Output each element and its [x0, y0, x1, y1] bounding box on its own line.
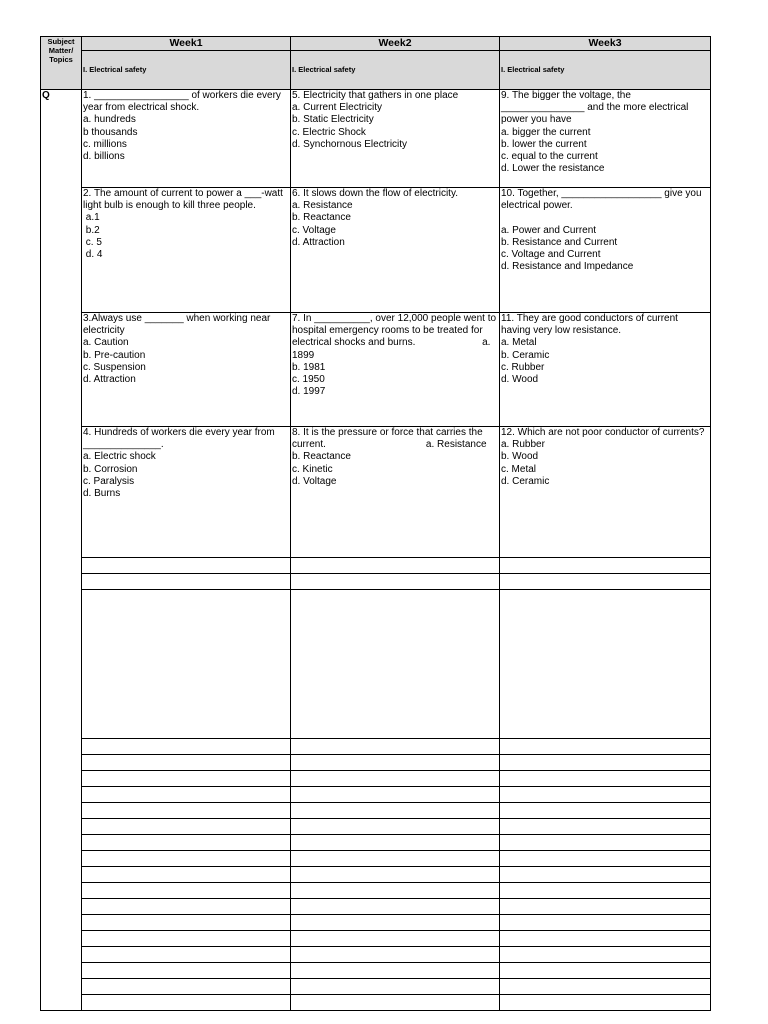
empty-row	[41, 867, 711, 883]
answer-choice: b. 1981	[292, 361, 326, 373]
empty-cell	[82, 590, 291, 739]
empty-cell	[82, 915, 291, 931]
answer-choice: c. Kinetic	[292, 463, 333, 475]
empty-row	[41, 883, 711, 899]
empty-cell	[291, 851, 500, 867]
empty-cell	[500, 739, 711, 755]
empty-cell	[291, 995, 500, 1011]
answer-choice: d. 1997	[292, 386, 326, 398]
empty-cell	[500, 915, 711, 931]
answer-choice: c. Paralysis	[83, 475, 135, 487]
answer-choice: a. Power and Current	[501, 224, 597, 236]
empty-cell	[291, 915, 500, 931]
empty-cell	[500, 963, 711, 979]
question-row	[41, 313, 711, 427]
empty-cell	[500, 835, 711, 851]
week-1-header: Week1	[82, 37, 291, 51]
answer-choice: b.2	[83, 224, 100, 236]
answer-choice: c. Metal	[501, 463, 537, 475]
question-cell	[291, 90, 500, 188]
answer-choice: c. Voltage and Current	[501, 249, 601, 261]
week-2-header: Week2	[291, 37, 500, 51]
empty-row	[41, 899, 711, 915]
question-row	[41, 188, 711, 313]
empty-cell	[500, 574, 711, 590]
answer-choice: a. Electric shock	[83, 451, 156, 463]
answer-choice: a. Resistance	[292, 200, 353, 212]
answer-choice: c. Suspension	[83, 361, 146, 373]
answer-choice: c. 5	[83, 236, 102, 248]
empty-cell	[500, 771, 711, 787]
empty-cell	[82, 931, 291, 947]
question-cell	[500, 313, 711, 427]
empty-cell	[500, 995, 711, 1011]
empty-row	[41, 995, 711, 1011]
empty-cell	[291, 771, 500, 787]
answer-choice: b. lower the current	[501, 138, 587, 150]
empty-cell	[291, 803, 500, 819]
question-text: 9. The bigger the voltage, the _______________ and the more electrical power you have	[501, 90, 692, 126]
question-cell	[82, 90, 291, 188]
empty-row	[41, 947, 711, 963]
empty-cell	[291, 558, 500, 574]
question-cell	[82, 427, 291, 558]
answer-choice: a. Current Electricity	[292, 102, 383, 114]
empty-cell	[291, 835, 500, 851]
answer-choice: b. Reactance	[292, 212, 351, 224]
empty-row	[41, 558, 711, 574]
empty-cell	[82, 883, 291, 899]
empty-row	[41, 835, 711, 851]
question-text: 11. They are good conductors of current having very low resistance.	[501, 313, 681, 337]
question-cell	[500, 90, 711, 188]
question-cell	[82, 188, 291, 313]
empty-cell	[500, 867, 711, 883]
answer-choice: c. equal to the current	[501, 151, 598, 163]
answer-choice: d. Resistance and Impedance	[501, 261, 634, 273]
week-3-subtopic: I. Electrical safety	[500, 51, 711, 90]
empty-cell	[291, 931, 500, 947]
answer-choice: c. Electric Shock	[292, 126, 366, 138]
question-text: 6. It slows down the flow of electricity.	[292, 188, 458, 199]
question-text: 7. In __________, over 12,000 people went to hospital emergency rooms to be treated for electrical shocks and burns. a. 1899	[292, 313, 499, 361]
empty-cell	[500, 851, 711, 867]
empty-cell	[500, 803, 711, 819]
answer-choice: d. Ceramic	[501, 475, 550, 487]
question-text: 8. It is the pressure or force that carries the current. a. Resistance	[292, 427, 487, 451]
empty-row	[41, 755, 711, 771]
empty-row	[41, 979, 711, 995]
empty-row	[41, 963, 711, 979]
empty-cell	[82, 835, 291, 851]
answer-choice: b. Static Electricity	[292, 114, 374, 126]
empty-row	[41, 574, 711, 590]
empty-cell	[291, 899, 500, 915]
question-cell	[500, 188, 711, 313]
answer-choice: a. Caution	[83, 337, 129, 349]
empty-row	[41, 915, 711, 931]
empty-cell	[500, 947, 711, 963]
empty-cell	[500, 755, 711, 771]
answer-choice: a. hundreds	[83, 114, 136, 126]
answer-choice: a. bigger the current	[501, 126, 591, 138]
subtopic-row	[41, 51, 711, 90]
question-cell	[291, 427, 500, 558]
answer-choice: d. Attraction	[83, 374, 136, 386]
topics-header-cell: Subject Matter/ Topics	[41, 37, 82, 90]
empty-cell	[500, 590, 711, 739]
question-text: 3.Always use _______ when working near electricity	[83, 313, 274, 337]
week-1-subtopic: I. Electrical safety	[82, 51, 291, 90]
question-text: 4. Hundreds of workers die every year from ______________.	[83, 427, 278, 451]
answer-choice: d. Attraction	[292, 236, 345, 248]
empty-cell	[500, 931, 711, 947]
empty-cell	[82, 899, 291, 915]
empty-cell	[291, 787, 500, 803]
empty-cell	[291, 867, 500, 883]
empty-cell	[82, 819, 291, 835]
empty-cell	[291, 574, 500, 590]
empty-cell	[82, 574, 291, 590]
answer-choice: b. Pre-caution	[83, 349, 146, 361]
answer-choice: b. Reactance	[292, 451, 351, 463]
empty-row	[41, 739, 711, 755]
empty-cell	[82, 739, 291, 755]
answer-choice: d. billions	[83, 151, 125, 163]
question-cell	[291, 188, 500, 313]
question-text: 1. _________________ of workers die every year from electrical shock.	[83, 90, 284, 114]
empty-row	[41, 931, 711, 947]
empty-row	[41, 590, 711, 739]
empty-cell	[291, 947, 500, 963]
answer-choice: a.1	[83, 212, 100, 224]
question-cell	[82, 313, 291, 427]
answer-choice: b. Wood	[501, 451, 539, 463]
answer-choice: b. Ceramic	[501, 349, 550, 361]
answer-choice: d. Lower the resistance	[501, 163, 605, 175]
empty-cell	[82, 558, 291, 574]
empty-cell	[82, 947, 291, 963]
answer-choice: c. Rubber	[501, 361, 545, 373]
empty-cell	[500, 899, 711, 915]
empty-row	[41, 851, 711, 867]
empty-cell	[82, 787, 291, 803]
answer-choice: d. Wood	[501, 374, 539, 386]
answer-choice: b. Resistance and Current	[501, 236, 618, 248]
question-text: 12. Which are not poor conductor of currents?	[501, 427, 705, 438]
question-cell	[291, 313, 500, 427]
lesson-grid-table	[40, 36, 711, 1011]
empty-cell	[82, 963, 291, 979]
empty-cell	[82, 851, 291, 867]
empty-cell	[82, 803, 291, 819]
question-row	[41, 427, 711, 558]
week-3-header: Week3	[500, 37, 711, 51]
empty-cell	[291, 739, 500, 755]
empty-cell	[500, 979, 711, 995]
answer-choice: c. millions	[83, 138, 127, 150]
empty-cell	[500, 787, 711, 803]
answer-choice: b thousands	[83, 126, 138, 138]
empty-cell	[291, 883, 500, 899]
answer-choice: c. 1950	[292, 374, 325, 386]
empty-cell	[500, 819, 711, 835]
question-cell	[500, 427, 711, 558]
empty-row	[41, 787, 711, 803]
empty-cell	[291, 963, 500, 979]
row-label-q: Q	[41, 90, 82, 1011]
answer-choice: d. Synchornous Electricity	[292, 138, 408, 150]
empty-row	[41, 819, 711, 835]
answer-choice: d. 4	[83, 249, 103, 261]
question-text: 5. Electricity that gathers in one place	[292, 90, 459, 101]
empty-cell	[82, 979, 291, 995]
empty-cell	[82, 771, 291, 787]
empty-cell	[82, 755, 291, 771]
question-row	[41, 90, 711, 188]
empty-cell	[82, 995, 291, 1011]
question-text: 10. Together, __________________ give you electrical power.	[501, 188, 705, 212]
week-header-row	[41, 37, 711, 51]
answer-choice: a. Metal	[501, 337, 537, 349]
empty-cell	[291, 819, 500, 835]
answer-choice: a. Rubber	[501, 439, 545, 451]
empty-cell	[500, 883, 711, 899]
week-2-subtopic: I. Electrical safety	[291, 51, 500, 90]
answer-choice	[501, 212, 709, 224]
empty-cell	[291, 755, 500, 771]
answer-choice: b. Corrosion	[83, 463, 138, 475]
empty-cell	[291, 979, 500, 995]
empty-cell	[291, 590, 500, 739]
answer-choice: c. Voltage	[292, 224, 336, 236]
empty-row	[41, 803, 711, 819]
empty-row	[41, 771, 711, 787]
empty-cell	[500, 558, 711, 574]
answer-choice: d. Voltage	[292, 475, 337, 487]
answer-choice: d. Burns	[83, 488, 121, 500]
empty-cell	[82, 867, 291, 883]
question-text: 2. The amount of current to power a ___-watt light bulb is enough to kill three people.	[83, 188, 286, 212]
